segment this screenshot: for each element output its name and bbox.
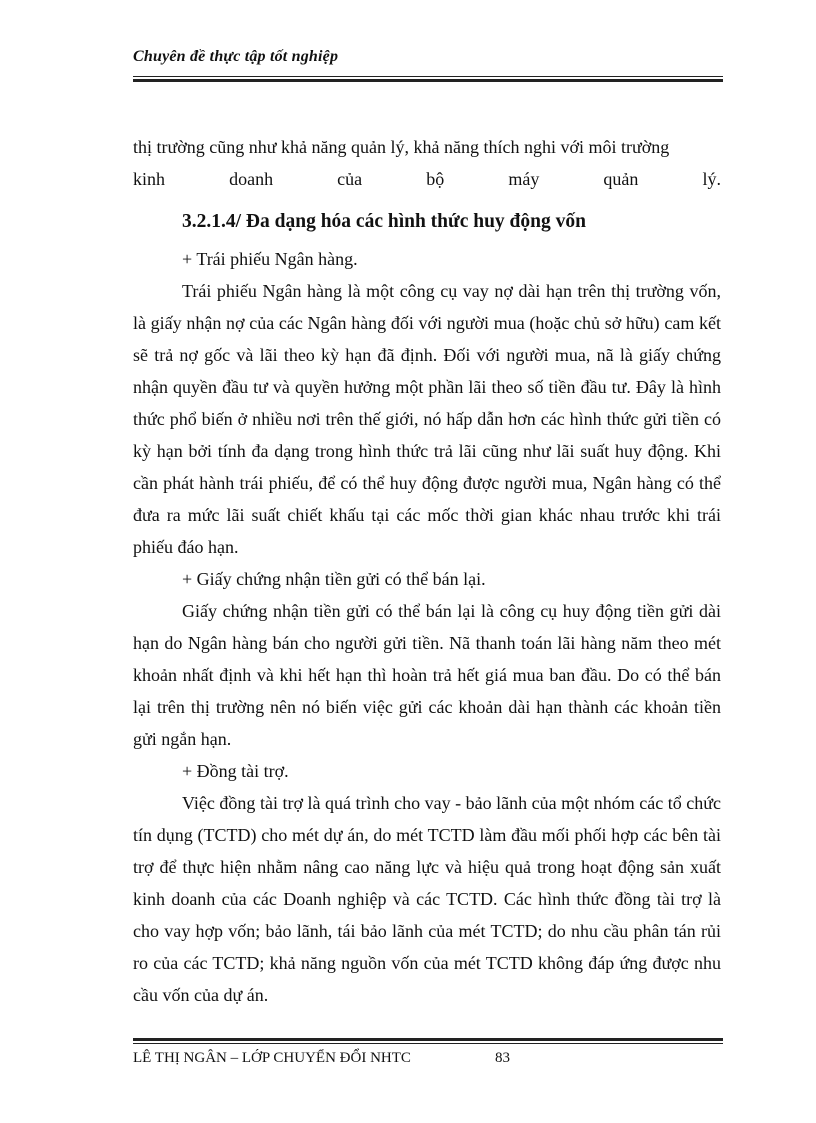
paragraph-cofinancing: Việc đồng tài trợ là quá trình cho vay - bảo lãnh của một nhóm các tổ chức tín dụng (TCTD) cho mét dự án, do mét TCTD làm đầu mối phối hợp các bên tài trợ để thực hiện nhằm nâng cao năng lực và hiệu quả trong hoạt động sản xuất kinh doanh của các Doanh nghiệp và các TCTD. Các hình thức đồng tài trợ là cho vay hợp vốn; bảo lãnh, tái bảo lãnh của mét TCTD; do nhu cầu phân tán rủi ro của các TCTD; khả năng nguồn vốn của mét TCTD không đáp ứng được nhu cầu vốn của dự án. <box>133 793 721 1005</box>
paragraph-bonds: Trái phiếu Ngân hàng là một công cụ vay nợ dài hạn trên thị trường vốn, là giấy nhận nợ của các Ngân hàng đối với người mua (hoặc chủ sở hữu) cam kết sẽ trả nợ gốc và lãi theo kỳ hạn đã định. Đối với người mua, nã là giấy chứng nhận quyền đầu tư và quyền hưởng một phần lãi theo số tiền đầu tư. Đây là hình thức phổ biến ở nhiều nơi trên thế giới, nó hấp dẫn hơn các hình thức gửi tiền có kỳ hạn bởi tính đa dạng trong hình thức trả lãi cũng như lãi suất huy động. Khi cần phát hành trái phiếu, để có thể huy động được người mua, Ngân hàng có thể đưa ra mức lãi suất chiết khấu tại các mốc thời gian khác nhau trước khi trái phiếu đáo hạn. <box>133 281 721 557</box>
footer-author: LÊ THỊ NGÂN – LỚP CHUYỂN ĐỔI NHTC <box>133 1050 411 1066</box>
page-header <box>133 48 723 66</box>
header-rule-thin <box>133 76 723 77</box>
footer-rule-thin <box>133 1043 723 1044</box>
header-rule-thick <box>133 79 723 82</box>
lead-line-2: kinh doanh của bộ máy quản lý. <box>133 169 721 189</box>
paragraph-certificates: Giấy chứng nhận tiền gửi có thể bán lại là công cụ huy động tiền gửi dài hạn do Ngân hàng bán cho người gửi tiền. Nã thanh toán lãi hàng năm theo mét khoản nhất định và khi hết hạn thì hoàn trả hết giá mua ban đầu. Do có thể bán lại trên thị trường nên nó biến việc gửi các khoản dài hạn thành các khoản tiền gửi ngắn hạn. <box>133 601 721 749</box>
footer-rule-thick <box>133 1038 723 1041</box>
subsection-title-cofinancing: + Đồng tài trợ. <box>182 761 289 781</box>
lead-line-1: thị trường cũng như khả năng quản lý, khả năng thích nghi với môi trường <box>133 137 670 157</box>
subsection-title-certificates: + Giấy chứng nhận tiền gửi có thể bán lại. <box>182 569 486 589</box>
subsection-title-bonds: + Trái phiếu Ngân hàng. <box>182 249 358 269</box>
document-title: Chuyên đề thực tập tốt nghiệp <box>133 48 339 65</box>
section-heading: 3.2.1.4/ Đa dạng hóa các hình thức huy động vốn <box>182 211 586 232</box>
document-body <box>133 131 721 1011</box>
page-number: 83 <box>495 1050 510 1066</box>
